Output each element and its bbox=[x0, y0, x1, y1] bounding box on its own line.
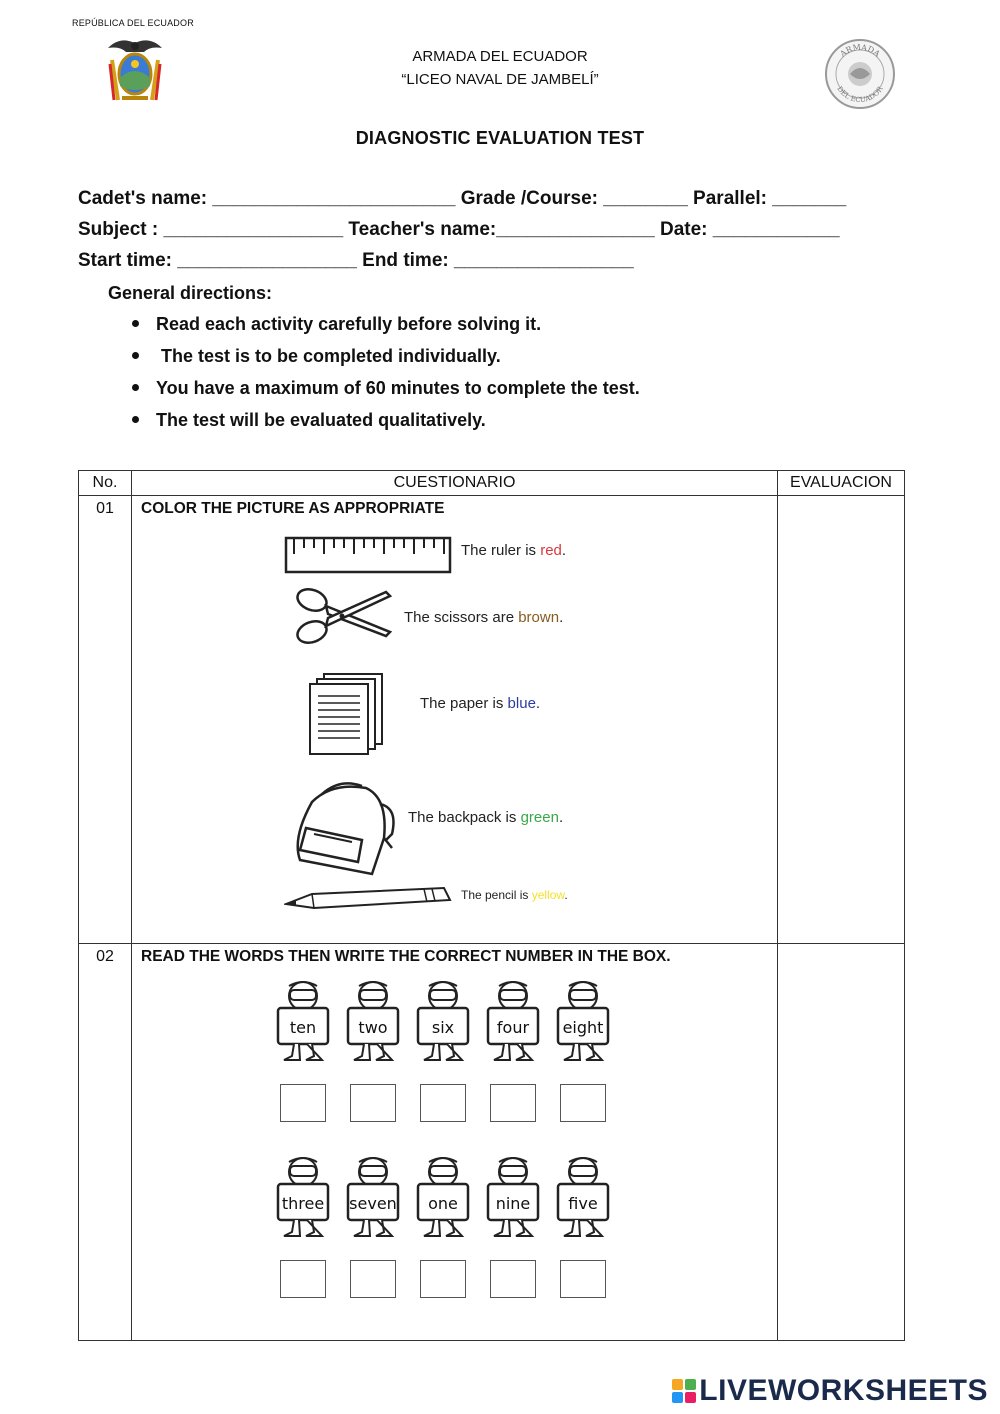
diver-figure bbox=[482, 1156, 544, 1245]
paper-icon[interactable] bbox=[308, 672, 386, 761]
question-content bbox=[132, 944, 778, 1341]
table-row bbox=[79, 944, 905, 1341]
number-word-label: two bbox=[358, 1018, 388, 1037]
question-content bbox=[132, 496, 778, 944]
answer-box[interactable] bbox=[350, 1084, 396, 1122]
number-word-label: one bbox=[428, 1194, 458, 1213]
answer-box[interactable] bbox=[560, 1260, 606, 1298]
color-word: yellow bbox=[531, 888, 565, 902]
direction-item: Read each activity carefully before solving it. bbox=[132, 314, 541, 335]
diver-figure bbox=[482, 980, 544, 1069]
field-row-name-grade-parallel[interactable]: Cadet's name: _______________________ Grade /Course: ________ Parallel: _______ bbox=[78, 188, 847, 209]
answer-box[interactable] bbox=[350, 1260, 396, 1298]
backpack-sentence: The backpack is green. bbox=[408, 809, 564, 826]
evaluation-cell[interactable] bbox=[778, 944, 905, 1341]
pencil-sentence: The pencil is yellow. bbox=[461, 888, 568, 902]
diver-figure bbox=[412, 980, 474, 1069]
directions-heading: General directions: bbox=[108, 283, 273, 303]
color-word: green bbox=[520, 809, 559, 826]
diver-figure bbox=[552, 980, 614, 1069]
number-word-label: five bbox=[568, 1194, 598, 1213]
diver-figure bbox=[272, 980, 334, 1069]
number-word-label: four bbox=[496, 1018, 530, 1037]
color-word: brown bbox=[518, 609, 560, 626]
number-word-label: ten bbox=[289, 1018, 317, 1037]
bullet-icon bbox=[132, 320, 139, 327]
answer-box[interactable] bbox=[490, 1084, 536, 1122]
paper-sentence: The paper is blue. bbox=[420, 695, 541, 712]
evaluation-cell[interactable] bbox=[778, 496, 905, 944]
liveworksheets-logo-icon bbox=[672, 1379, 696, 1403]
direction-item: The test is to be completed individually. bbox=[132, 346, 501, 367]
header-no: No. bbox=[79, 471, 132, 496]
direction-item: The test will be evaluated qualitatively. bbox=[132, 410, 486, 431]
header-cuestionario: CUESTIONARIO bbox=[132, 471, 778, 496]
answer-box[interactable] bbox=[490, 1260, 536, 1298]
questionnaire-table bbox=[78, 470, 905, 1341]
pencil-icon[interactable] bbox=[284, 884, 452, 917]
color-word: red bbox=[540, 542, 562, 559]
diver-figure bbox=[412, 1156, 474, 1245]
answer-box[interactable] bbox=[280, 1084, 326, 1122]
diver-figure bbox=[552, 1156, 614, 1245]
navy-seal-icon bbox=[824, 38, 896, 110]
page-title: DIAGNOSTIC EVALUATION TEST bbox=[355, 128, 645, 148]
coat-of-arms-icon bbox=[104, 34, 166, 106]
number-word-label: eight bbox=[562, 1018, 604, 1037]
diver-figure bbox=[342, 1156, 404, 1245]
number-word-label: three bbox=[281, 1194, 325, 1213]
ruler-sentence: The ruler is red. bbox=[461, 542, 567, 559]
question-title: COLOR THE PICTURE AS APPROPRIATE bbox=[141, 500, 445, 517]
direction-item: You have a maximum of 60 minutes to complete the test. bbox=[132, 378, 640, 399]
table-row bbox=[79, 496, 905, 944]
seal-text-top: ARMADA bbox=[838, 42, 882, 59]
color-word: blue bbox=[507, 695, 536, 712]
answer-box[interactable] bbox=[420, 1084, 466, 1122]
seal-text-bottom: DEL ECUADOR bbox=[835, 85, 885, 105]
institution-line-2: “LICEO NAVAL DE JAMBELÍ” bbox=[401, 71, 599, 88]
scissors-sentence: The scissors are brown. bbox=[404, 609, 564, 626]
number-word-label: seven bbox=[349, 1194, 397, 1213]
divers-row-1 bbox=[272, 980, 612, 1130]
divers-row-2 bbox=[272, 1156, 612, 1306]
field-row-subject-teacher-date[interactable]: Subject : _________________ Teacher's name:_______________ Date: ____________ bbox=[78, 219, 840, 240]
scissors-icon[interactable] bbox=[294, 586, 394, 653]
diver-figure bbox=[342, 980, 404, 1069]
field-row-start-end-time[interactable]: Start time: _________________ End time: _________________ bbox=[78, 250, 634, 271]
number-word-label: nine bbox=[495, 1194, 531, 1213]
diver-figure bbox=[272, 1156, 334, 1245]
question-title: READ THE WORDS THEN WRITE THE CORRECT NUMBER IN THE BOX. bbox=[141, 948, 671, 965]
brand-name: LIVEWORKSHEETS bbox=[699, 1374, 988, 1407]
backpack-icon[interactable] bbox=[292, 778, 400, 883]
table-header-row bbox=[79, 471, 905, 496]
answer-box[interactable] bbox=[280, 1260, 326, 1298]
answer-box[interactable] bbox=[560, 1084, 606, 1122]
bullet-icon bbox=[132, 416, 139, 423]
header-evaluacion: EVALUACION bbox=[778, 471, 905, 496]
ruler-icon[interactable] bbox=[284, 536, 452, 579]
answer-box[interactable] bbox=[420, 1260, 466, 1298]
question-number: 01 bbox=[79, 496, 132, 944]
institution-line-1: ARMADA DEL ECUADOR bbox=[412, 48, 588, 65]
number-word-label: six bbox=[431, 1018, 455, 1037]
bullet-icon bbox=[132, 384, 139, 391]
question-number: 02 bbox=[79, 944, 132, 1341]
republic-label: REPÚBLICA DEL ECUADOR bbox=[72, 18, 194, 28]
liveworksheets-logo bbox=[672, 1374, 988, 1408]
bullet-icon bbox=[132, 352, 139, 359]
